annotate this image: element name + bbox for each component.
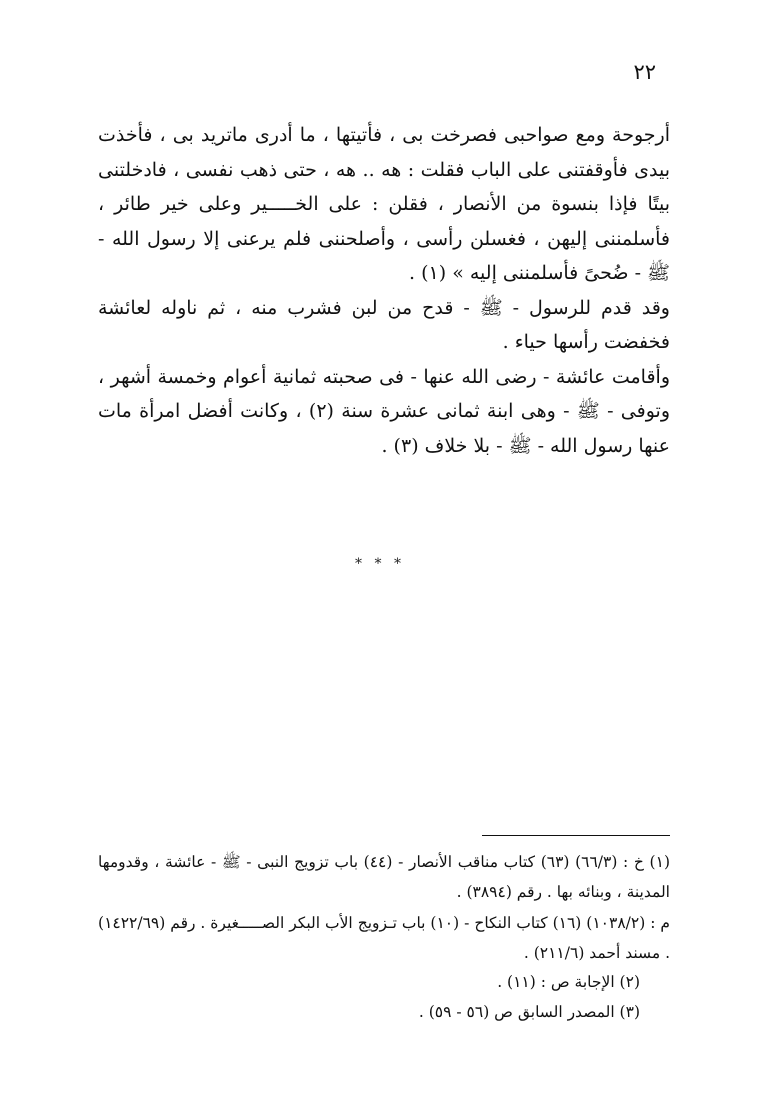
main-text xyxy=(98,118,670,463)
footnote-2: (٢) الإجابة ص : (١١) . xyxy=(497,973,640,991)
section-separator: * * * xyxy=(355,556,405,572)
footnote-1: (١) خ : (٦٦/٣) (٦٣) كتاب مناقب الأنصار - (٤٤) باب تزويج النبى - ﷺ - عائشة ، وقدومها المدينة ، وبنائه بها . رقم (٣٨٩٤) . xyxy=(98,853,670,901)
body-paragraph-2: وقد قدم للرسول - ﷺ - قدح من لبن فشرب منه ، ثم ناوله لعائشة فخفضت رأسها حياء . xyxy=(98,296,670,353)
footnote-divider xyxy=(482,835,670,836)
page-number: ٢٢ xyxy=(633,60,656,84)
footnote-1-continuation: م : (١٠٣٨/٢) (١٦) كتاب النكاح - (١٠) باب تـزويج الأب البكر الصـــــغيرة . رقم (١٤٢٢/٦٩) . مسند أحمد (٢١١/٦) . xyxy=(98,914,670,962)
footnote-3: (٣) المصدر السابق ص (٥٦ - ٥٩) . xyxy=(418,1002,640,1021)
footnotes xyxy=(98,848,670,1027)
body-paragraph-1: أرجوحة ومع صواحبى فصرخت بى ، فأتيتها ، ما أدرى ماتريد بى ، فأخذت بيدى فأوقفتنى على الباب فقلت : هه .. هه ، حتى ذهب نفسى ، فادخلتنى بيتًا فإذا بنسوة من الأنصار ، فقلن : على الخـــــير وعلى خير طائر ، فأسلمننى إليهن ، فغسلن رأسى ، وأصلحننى فلم يرعنى إلا رسول الله - ﷺ - ضُحىً فأسلمننى إليه » (١) . xyxy=(98,124,670,284)
body-paragraph-3: وأقامت عائشة - رضى الله عنها - فى صحبته ثمانية أعوام وخمسة أشهر ، وتوفى - ﷺ - وهى ابنة ثمانى عشرة سنة (٢) ، وكانت أفضل امرأة مات عنها رسول الله - ﷺ - بلا خلاف (٣) . xyxy=(98,365,670,457)
